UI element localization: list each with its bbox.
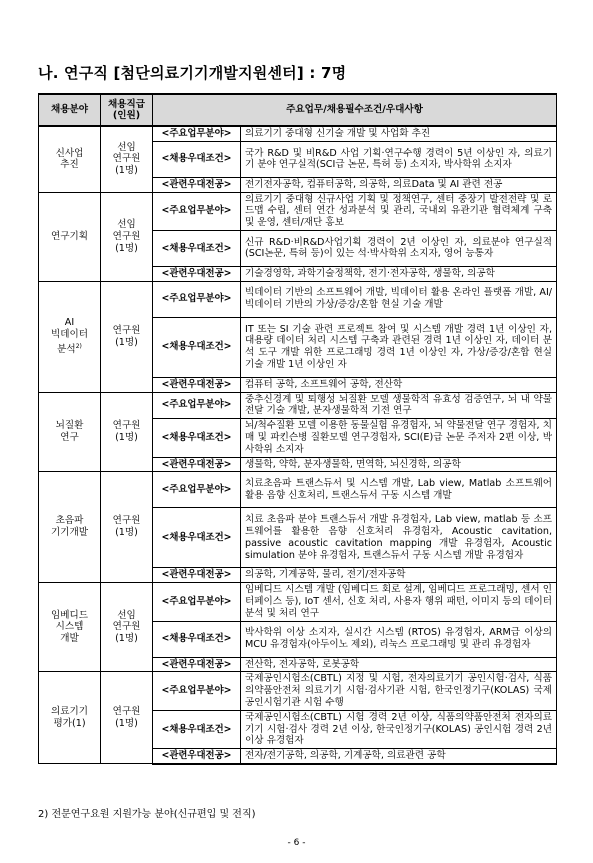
table-row bbox=[39, 472, 557, 508]
item-label: <주요업무분야> bbox=[153, 392, 241, 419]
item-text: 박사학위 이상 소지자, 실시간 시스템 (RTOS) 유경험자, ARM급 이상의 MCU 유경험자(아두이노 제외), 리눅스 프로그래밍 및 관리 유경험자 bbox=[241, 621, 557, 657]
item-label: <관련우대전공> bbox=[153, 749, 241, 764]
position-count: 연구원 (1명) bbox=[101, 281, 153, 392]
item-text: 전자/전기공학, 의공학, 기계공학, 의료관련 공학 bbox=[241, 749, 557, 764]
item-text: 임베디드 시스템 개발 (임베디드 회로 설계, 임베디드 프로그래밍, 센서 인터페이스 등), IoT 센서, 신호 처리, 사용자 행위 패턴, 이미지 등의 데이터 분석 및 처리 연구 bbox=[241, 583, 557, 621]
item-text: 국제공인시험소(CBTL) 시험 경력 2년 이상, 식품의약품안전처 전자의료기기 시험·검사 경력 2년 이상, 한국인정기구(KOLAS) 공인시험 경력 2년 이상 유경험자 bbox=[241, 710, 557, 748]
item-label: <주요업무분야> bbox=[153, 192, 241, 230]
item-text: IT 또는 SI 기술 관련 프로젝트 참여 및 시스템 개발 경력 1년 이상인 자, 대용량 데이터 처리 시스템 구축과 관련된 경력 1년 이상인 자, 데이터 분석 도구 개발 위한 프로그래밍 경력 1년 이상인 자, 가상/증강/혼합 현실 기술 개발 1년 이상인 자 bbox=[241, 317, 557, 377]
footnote: 2) 전문연구요원 지원가능 분야(신규편입 및 전직) bbox=[38, 809, 256, 820]
item-label: <관련우대전공> bbox=[153, 457, 241, 472]
item-label: <관련우대전공> bbox=[153, 177, 241, 192]
footnote-marker: 2) bbox=[75, 342, 82, 350]
item-label: <주요업무분야> bbox=[153, 472, 241, 508]
header-position: 채용직급 (인원) bbox=[101, 94, 153, 126]
item-text: 생물학, 약학, 분자생물학, 면역학, 뇌신경학, 의공학 bbox=[241, 457, 557, 472]
table-row bbox=[39, 192, 557, 230]
table-header-row bbox=[39, 94, 557, 126]
position-count: 연구원 (1명) bbox=[101, 392, 153, 472]
item-text: 전기전자공학, 컴퓨터공학, 의공학, 의료Data 및 AI 관련 전공 bbox=[241, 177, 557, 192]
field-name: 의료기기 평가(1) bbox=[39, 672, 101, 764]
item-label: <주요업무분야> bbox=[153, 281, 241, 317]
item-text: 의료기기 중대형 신기술 개발 및 사업화 추진 bbox=[241, 126, 557, 141]
table-row bbox=[39, 672, 557, 710]
item-text: 국가 R&D 및 비R&D 사업 기획·연구수행 경력이 5년 이상인 자, 의료기기 분야 연구실적(SCI급 논문, 특허 등) 소지자, 박사학위 소지자 bbox=[241, 141, 557, 177]
header-field: 채용분야 bbox=[39, 94, 101, 126]
position-count: 연구원 (1명) bbox=[101, 472, 153, 583]
position-count: 선임 연구원 (1명) bbox=[101, 192, 153, 281]
item-label: <채용우대조건> bbox=[153, 621, 241, 657]
item-label: <채용우대조건> bbox=[153, 317, 241, 377]
item-label: <주요업무분야> bbox=[153, 126, 241, 141]
table-row bbox=[39, 281, 557, 317]
field-name: 신사업 추진 bbox=[39, 126, 101, 192]
item-text: 신규 R&D·비R&D사업기획 경력이 2년 이상인 자, 의료분야 연구실적(SCI논문, 특허 등)이 있는 석·박사학위 소지자, 영어 능통자 bbox=[241, 230, 557, 266]
item-label: <주요업무분야> bbox=[153, 672, 241, 710]
item-text: 의료기기 중대형 신규사업 기획 및 정책연구, 센터 중장기 발전전략 및 로드맵 수립, 센터 연간 성과분석 및 관리, 국내외 유관기관 협력체계 구축 및 운영, 센터/재단 홍보 bbox=[241, 192, 557, 230]
item-text: 빅데이터 기반의 소프트웨어 개발, 빅데이터 활용 온라인 플랫폼 개발, AI/빅데이터 기반의 가상/증강/혼합 현실 기술 개발 bbox=[241, 281, 557, 317]
table-row bbox=[39, 583, 557, 621]
section-title: 나. 연구직 [첨단의료기기개발지원센터] : 7명 bbox=[38, 64, 347, 82]
item-text: 치료초음파 트랜스듀서 및 시스템 개발, Lab view, Matlab 소프트웨어 활용 음향 신호처리, 트랜스듀서 구동 시스템 개발 bbox=[241, 472, 557, 508]
item-text: 컴퓨터 공학, 소프트웨어 공학, 전산학 bbox=[241, 377, 557, 392]
item-text: 중추신경계 및 퇴행성 뇌질환 모델 생물학적 유효성 검증연구, 뇌 내 약물전달 기술 개발, 분자생물학적 기전 연구 bbox=[241, 392, 557, 419]
field-name: 임베디드 시스템 개발 bbox=[39, 583, 101, 672]
item-label: <채용우대조건> bbox=[153, 141, 241, 177]
item-text: 치료 초음파 분야 트랜스듀서 개발 유경험자, Lab view, matlab 등 소프트웨어를 활용한 음향 신호처리 유경험자, Acoustic cavitation, passive acoustic cavitation mapping 개발 유경험자, Acoustic simulation 분야 유경험자, 트랜스듀서 구동 시스템 개발 유경험자 bbox=[241, 508, 557, 568]
table-row bbox=[39, 126, 557, 141]
item-label: <주요업무분야> bbox=[153, 583, 241, 621]
field-name: 초음파 기기개발 bbox=[39, 472, 101, 583]
table-row bbox=[39, 392, 557, 419]
item-text: 뇌/척수질환 모델 이용한 동물실험 유경험자, 뇌 약물전달 연구 경험자, 치매 및 파킨슨병 질환모델 연구경험자, SCI(E)급 논문 주저자 2편 이상, 박사학위 소지자 bbox=[241, 419, 557, 457]
item-text: 기술경영학, 과학기술정책학, 전기·전자공학, 생물학, 의공학 bbox=[241, 266, 557, 281]
item-text: 의공학, 기계공학, 물리, 전기/전자공학 bbox=[241, 568, 557, 583]
item-text: 국제공인시험소(CBTL) 지정 및 시험, 전자의료기기 공인시험·검사, 식품의약품안전처 의료기기 시험·검사기관 시험, 한국인정기구(KOLAS) 국제 공인시험기관 시험 수행 bbox=[241, 672, 557, 710]
item-label: <채용우대조건> bbox=[153, 710, 241, 748]
item-label: <관련우대전공> bbox=[153, 377, 241, 392]
position-count: 연구원 (1명) bbox=[101, 672, 153, 764]
position-count: 선임 연구원 (1명) bbox=[101, 583, 153, 672]
field-name: 연구기획 bbox=[39, 192, 101, 281]
item-label: <관련우대전공> bbox=[153, 266, 241, 281]
item-label: <채용우대조건> bbox=[153, 230, 241, 266]
header-details: 주요업무/채용필수조건/우대사항 bbox=[153, 94, 557, 126]
item-label: <관련우대전공> bbox=[153, 657, 241, 672]
item-label: <관련우대전공> bbox=[153, 568, 241, 583]
recruitment-table bbox=[38, 93, 557, 765]
item-label: <채용우대조건> bbox=[153, 508, 241, 568]
position-count: 선임 연구원 (1명) bbox=[101, 126, 153, 192]
page-number: - 6 - bbox=[287, 838, 306, 848]
field-name: AI 빅데이터 분석$^{2)}$ bbox=[39, 281, 101, 392]
field-name: 뇌질환 연구 bbox=[39, 392, 101, 472]
item-text: 전산학, 전자공학, 로봇공학 bbox=[241, 657, 557, 672]
item-label: <채용우대조건> bbox=[153, 419, 241, 457]
